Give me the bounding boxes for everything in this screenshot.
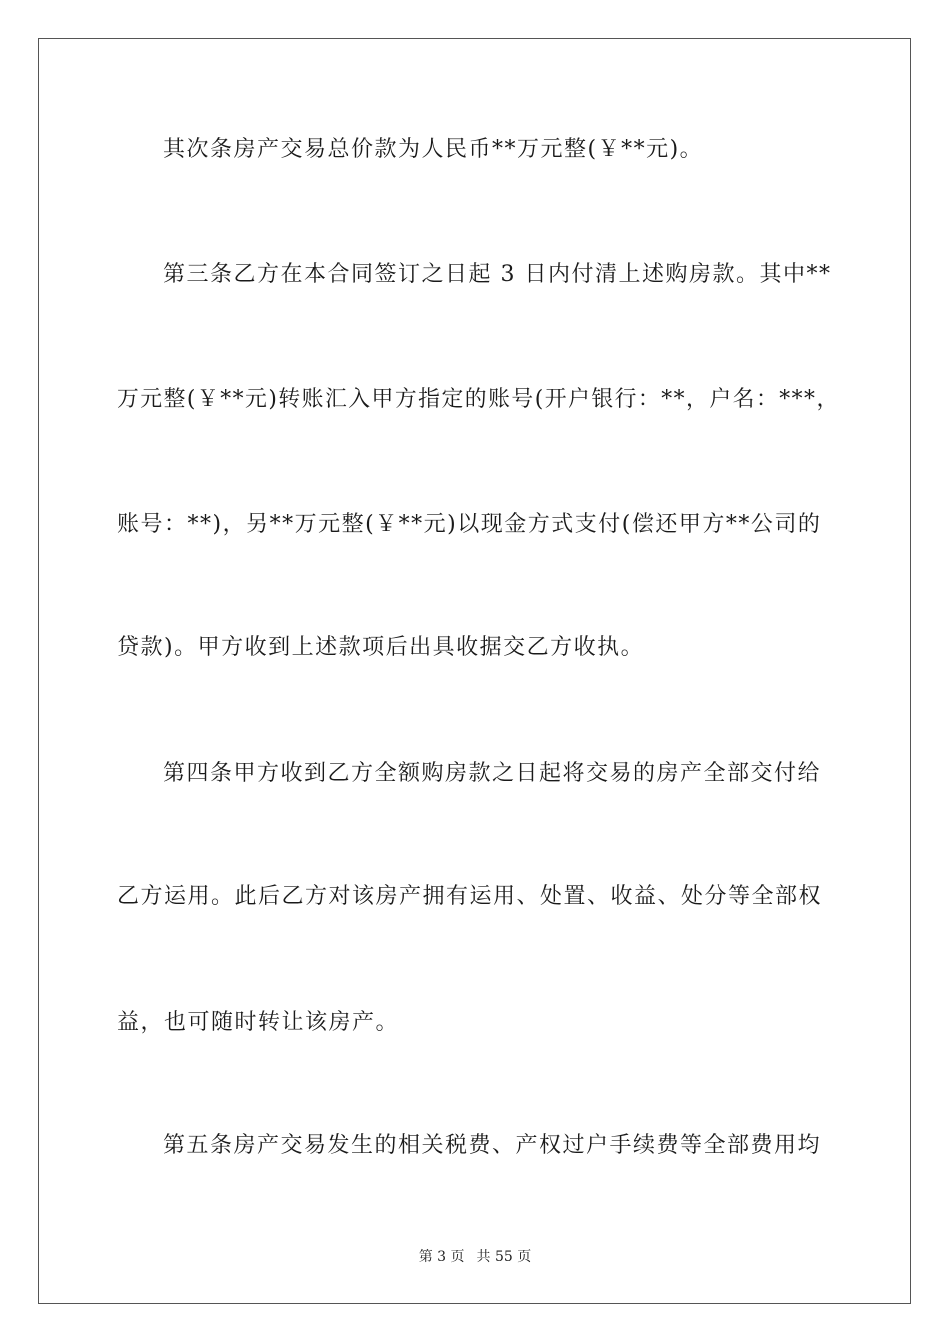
paragraph-line: 账号：**)，另**万元整(￥**元)以现金方式支付(偿还甲方**公司的 <box>117 512 822 537</box>
paragraph-line: 第五条房产交易发生的相关税费、产权过户手续费等全部费用均 <box>163 1133 822 1158</box>
page-frame <box>38 38 911 1304</box>
paragraph-line: 万元整(￥**元)转账汇入甲方指定的账号(开户银行：**，户名：***， <box>117 387 840 412</box>
paragraph-line: 第四条甲方收到乙方全额购房款之日起将交易的房产全部交付给 <box>163 761 822 786</box>
paragraph-line: 乙方运用。此后乙方对该房产拥有运用、处置、收益、处分等全部权 <box>117 884 823 909</box>
paragraph-line: 益，也可随时转让该房产。 <box>117 1010 400 1035</box>
paragraph-line: 其次条房产交易总价款为人民币**万元整(￥**元)。 <box>163 137 704 162</box>
page-total: 共 55 页 <box>476 1249 532 1265</box>
page-footer <box>0 1247 950 1267</box>
page-number: 第 3 页 <box>418 1249 465 1265</box>
paragraph-line: 贷款)。甲方收到上述款项后出具收据交乙方收执。 <box>117 635 645 660</box>
paragraph-line: 第三条乙方在本合同签订之日起 3 日内付清上述购房款。其中** <box>163 262 832 287</box>
